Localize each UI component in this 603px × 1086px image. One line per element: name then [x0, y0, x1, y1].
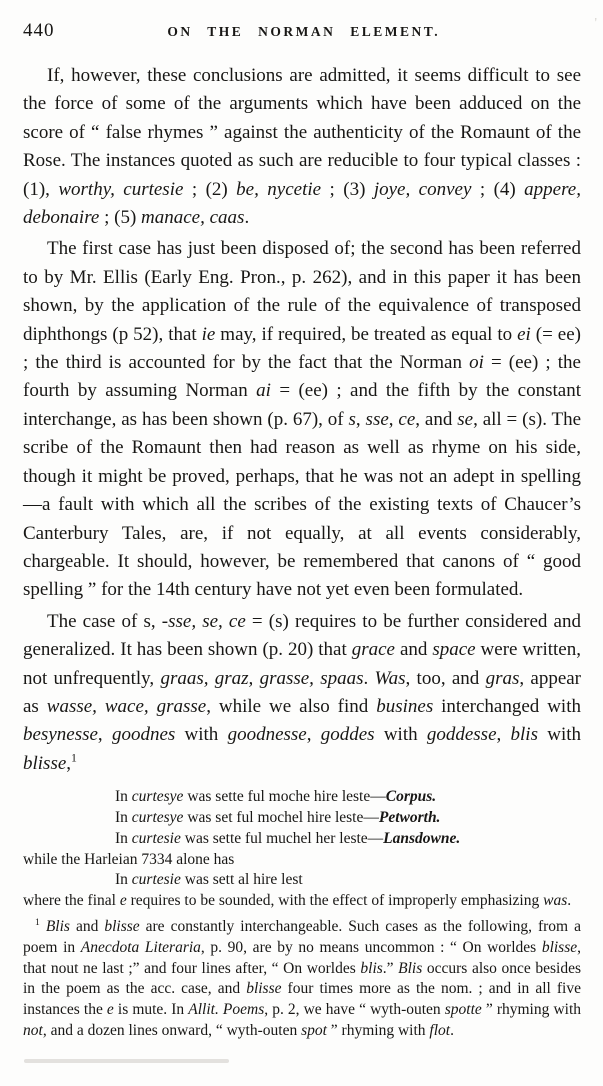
quote-line-harleian-intro: while the Harleian 7334 alone has	[23, 850, 235, 868]
quote-line-petworth: In curtesye was set ful mochel hire leste—Petworth.	[115, 808, 441, 826]
paragraph-five-cases: The first case has just been disposed of; the second has been referred to by Mr. Ellis (Early Eng. Pron., p. 262), and in this paper it has been shown, by the application of the rule of the equivalence of transposed diphthongs (p 52), that ie may, if required, be treated as equal to ei (= ee) ; the third is accounted for by the fact that the Norman oi = (ee) ; the fourth by assuming Norman ai = (ee) ; and the fifth by the constant interchange, as has been shown (p. 67), of s, sse, ce, and se, all = (s). The scribe of the Romaunt then had reason as well as rhyme on his side, though it might be proved, perhaps, that he was not an adept in spelling—a fault with which all the scribes of the existing texts of Chaucer’s Canterbury Tales, are, if not equally, at all events considerably, chargeable. It should, however, be remembered that canons of “ good spelling ” for the 14th century have not yet even been formulated.	[23, 238, 582, 601]
body-text	[23, 62, 581, 778]
paragraph-false-rhymes: If, however, these conclusions are admitted, it seems difficult to see the force of some of the arguments which have been adduced on the score of “ false rhymes ” against the authenticity of the Romaunt of the Rose. The instances quoted as such are reducible to four typical classes : (1), worthy, curtesie ; (2) be, nycetie ; (3) joye, convey ; (4) appere, debonaire ; (5) manace, caas.	[23, 65, 581, 229]
quote-line-lansdowne: In curtesie was sette ful muchel her leste—Lansdowne.	[115, 829, 461, 847]
quote-line-final-e-note: where the final e requires to be sounded, with the effect of improperly emphasizing was.	[23, 892, 572, 910]
scan-smudge	[24, 1059, 229, 1063]
footnote-blis-blisse: $^1$ Blis and blisse are constantly interchangeable. Such cases as the following, from a poem in Anecdota Literaria, p. 90, are by no means uncommon : “ On worldes blisse, that nout ne last ;” and four lines after, “ On worldes blis.” Blis occurs also once besides in the poem as the acc. case, and blisse four times more as the nom. ; and in all five instances the e is mute. In Allit. Poems, p. 2, we have “ wyth-outen spotte ” rhyming with not, and a dozen lines onward, “ wyth-outen spot ” rhyming with flot.	[23, 916, 582, 1039]
paragraph-case-of-s: The case of s, -sse, se, ce = (s) requires to be further considered and generalized. It has been shown (p. 20) that grace and space were written, not unfrequently, graas, graz, grasse, spaas. Was, too, and gras, appear as wasse, wace, grasse, while we also find busines interchanged with besynesse, goodnes with goodnesse, goddes with goddesse, blis with blisse,$^1$	[23, 610, 582, 774]
running-header	[23, 20, 581, 42]
quote-line-harleian: In curtesie was sett al hire lest	[115, 871, 303, 889]
quote-block	[23, 787, 581, 912]
page-number: 440	[23, 20, 55, 41]
scan-artifact: '	[594, 16, 597, 31]
quote-line-corpus: In curtesye was sette ful moche hire leste—Corpus.	[115, 788, 437, 806]
running-title: ON THE NORMAN ELEMENT.	[167, 24, 441, 39]
